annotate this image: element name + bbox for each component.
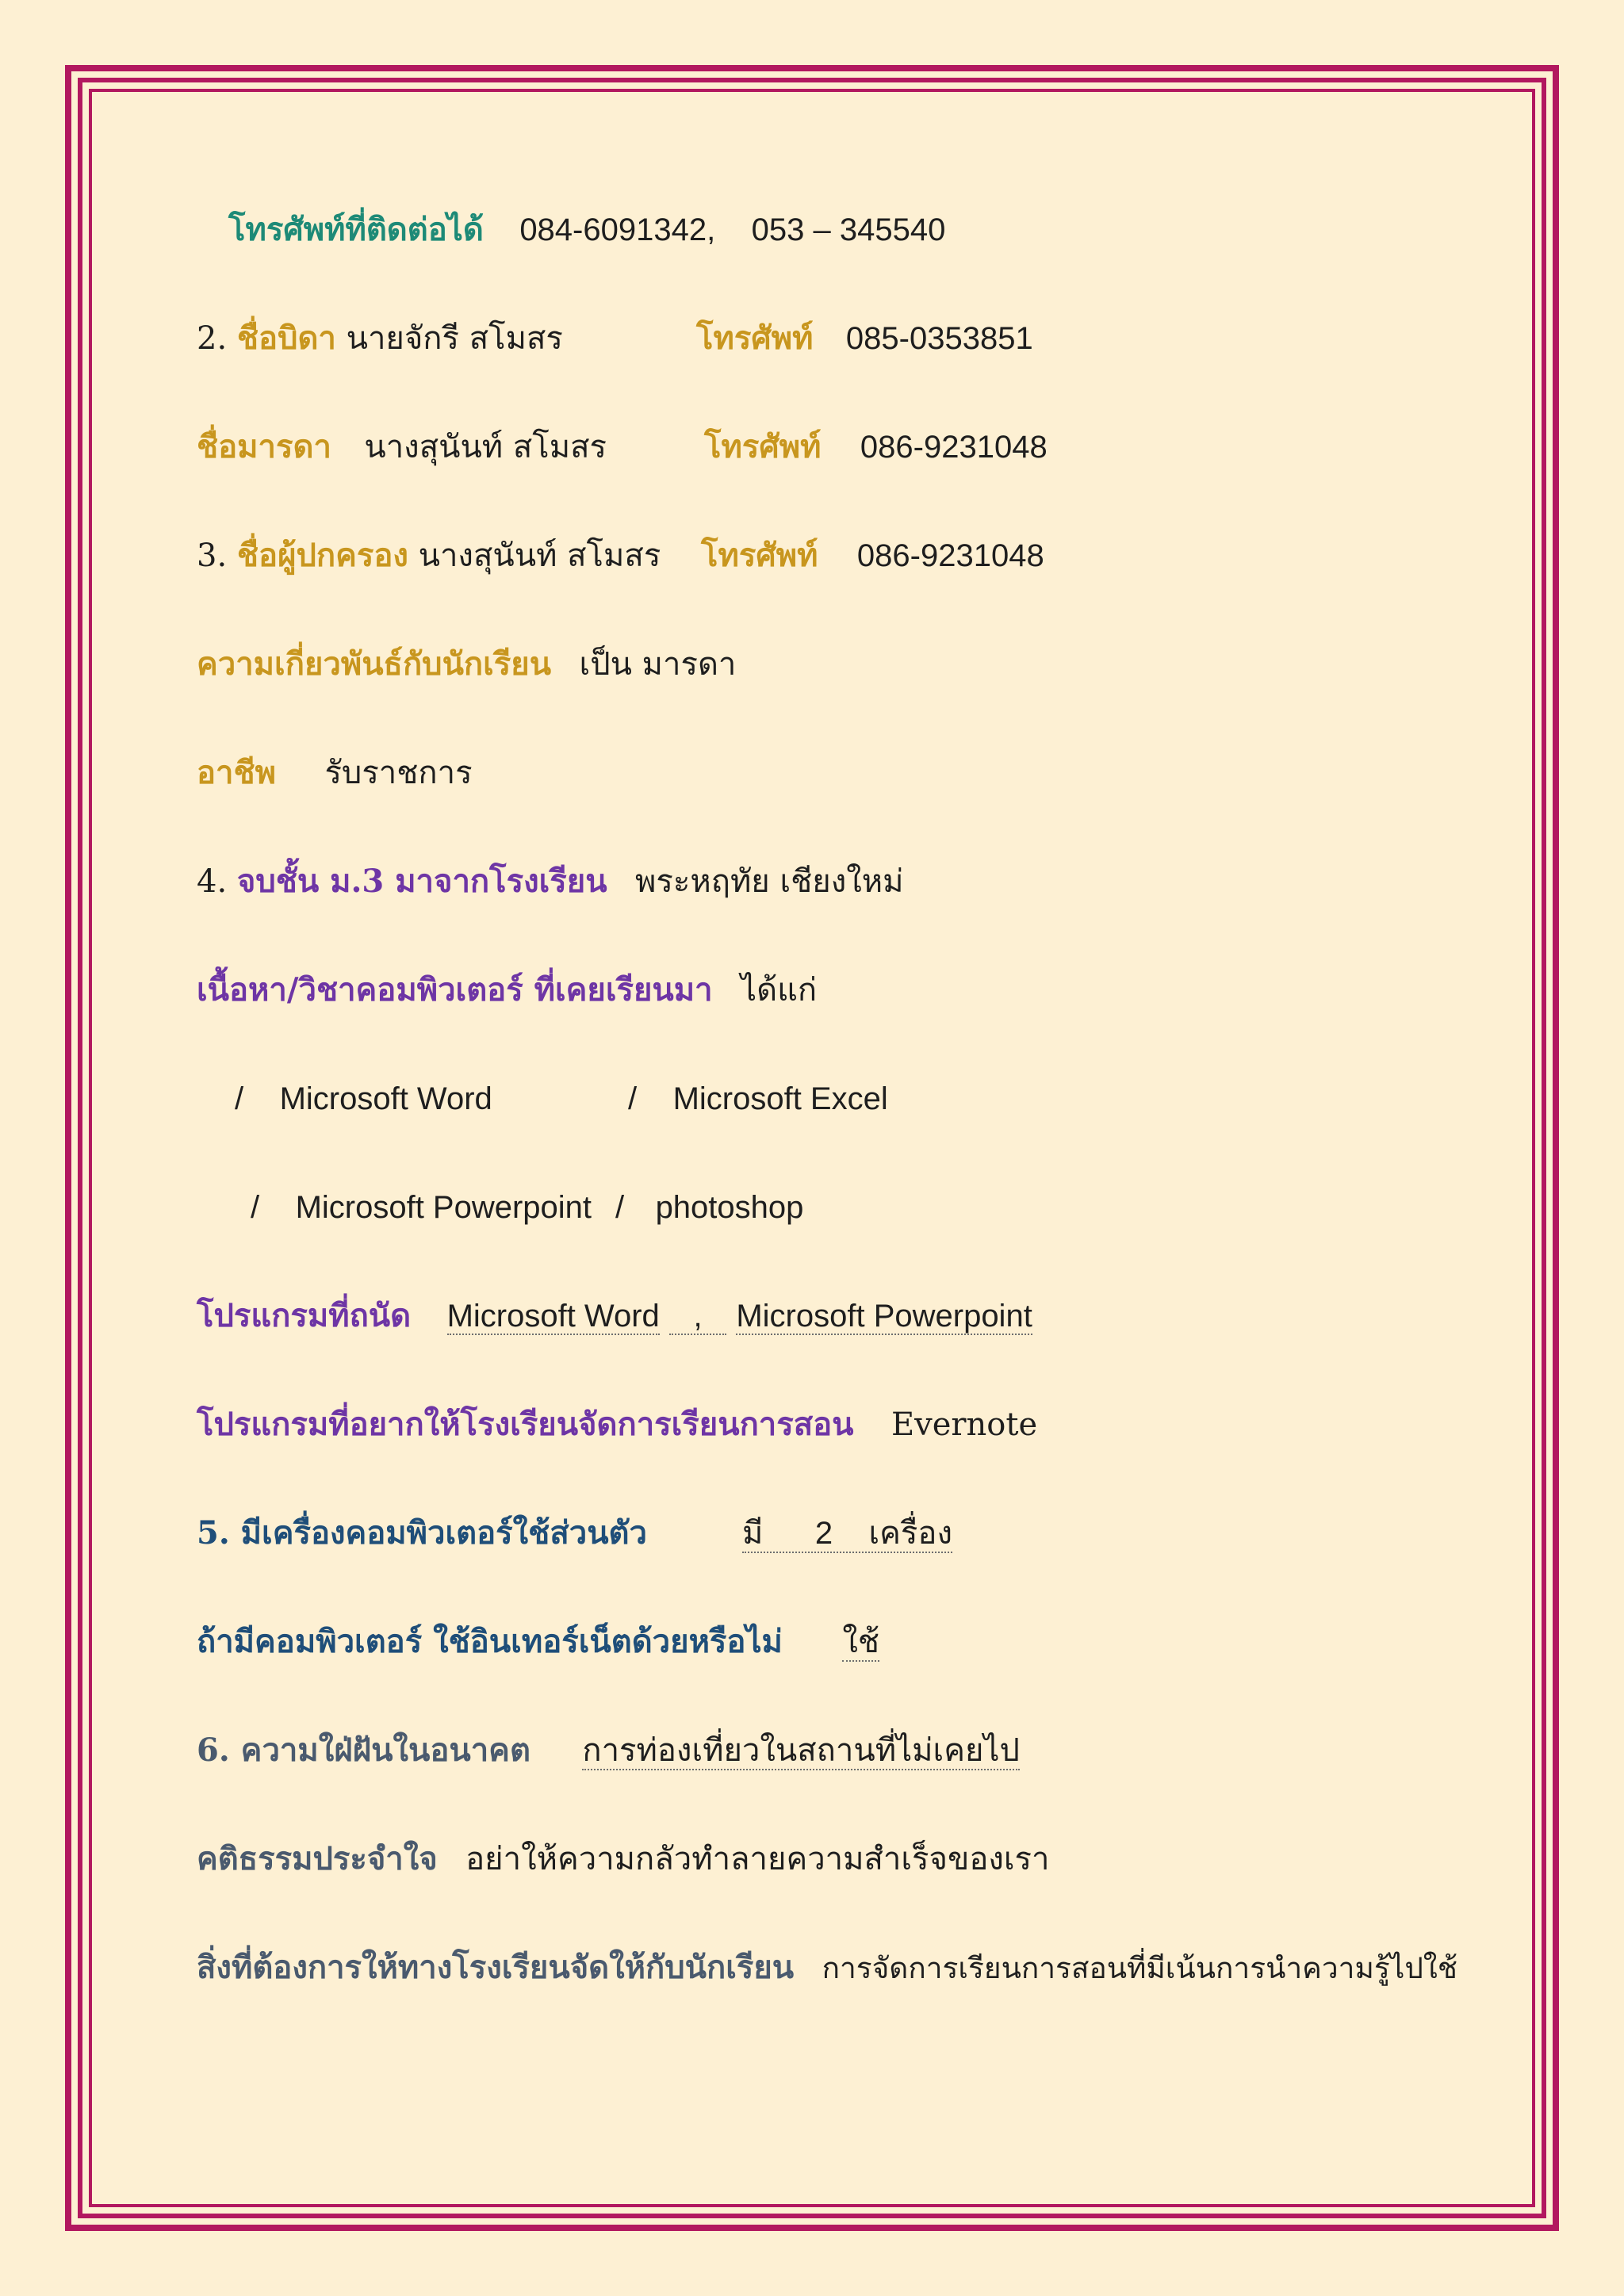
row-school-wish	[197, 1944, 1457, 1992]
page-border-innermost	[89, 89, 1535, 2207]
row-mother	[197, 423, 607, 471]
guardian-phone-label: โทรศัพท์	[701, 537, 818, 574]
favorite-program-2: Microsoft Powerpoint	[736, 1299, 1032, 1334]
row-motto	[197, 1835, 1049, 1883]
row-internet	[197, 1618, 879, 1666]
internet-value: ใช้	[842, 1624, 880, 1660]
row-dream	[197, 1727, 1020, 1774]
favorite-programs-separator: ,	[669, 1299, 726, 1335]
subject-item-excel	[628, 1075, 888, 1123]
subject-name: Microsoft Word	[279, 1081, 492, 1116]
guardian-name: นางสุนันท์ สโมสร	[418, 538, 661, 574]
favorite-programs-label: โปรแกรมที่ถนัด	[197, 1297, 412, 1334]
father-phone-label: โทรศัพท์	[696, 320, 814, 357]
row-computer-subjects	[197, 966, 817, 1014]
father-number: 2.	[197, 320, 228, 357]
mother-label: ชื่อมารดา	[197, 428, 331, 465]
check-mark: /	[628, 1081, 638, 1116]
row-phone-contact	[228, 206, 945, 254]
check-mark: /	[251, 1190, 260, 1225]
page-border-inner	[78, 78, 1546, 2218]
row-relation	[197, 641, 736, 688]
subject-name: photoshop	[655, 1190, 804, 1225]
favorite-program-1: Microsoft Word	[446, 1299, 660, 1334]
own-computer-label: 5. มีเครื่องคอมพิวเตอร์ใช้ส่วนตัว	[197, 1514, 647, 1552]
phone-contact-value-2: 053 – 345540	[751, 212, 946, 247]
guardian-label: ชื่อผู้ปกครอง	[236, 537, 408, 574]
father-phone: 085-0353851	[845, 321, 1033, 356]
motto-label: คติธรรมประจำใจ	[197, 1840, 438, 1877]
row-school	[197, 858, 904, 905]
mother-name: นางสุนันท์ สโมสร	[364, 429, 607, 465]
desired-program-value: Evernote	[891, 1406, 1038, 1443]
subject-name: Microsoft Excel	[672, 1081, 888, 1116]
row-mother-phone	[704, 423, 1048, 471]
own-computer-answer	[742, 1510, 952, 1557]
father-name: นายจักรี สโมสร	[346, 320, 563, 357]
subject-item-powerpoint	[251, 1184, 592, 1231]
row-father	[197, 315, 563, 362]
dream-value: การท่องเที่ยวในสถานที่ไม่เคยไป	[582, 1732, 1020, 1769]
occupation-label: อาชีพ	[197, 754, 276, 791]
row-guardian-phone	[701, 532, 1044, 580]
own-computer-prefix: มี	[742, 1515, 764, 1552]
desired-program-label: โปรแกรมที่อยากให้โรงเรียนจัดการเรียนการสอน	[197, 1406, 854, 1443]
own-computer-count: 2	[814, 1516, 833, 1551]
own-computer-unit: เครื่อง	[868, 1515, 952, 1552]
subject-item-photoshop	[615, 1184, 803, 1231]
school-number: 4.	[197, 863, 228, 900]
row-favorite-programs	[197, 1292, 1032, 1340]
school-value: พระหฤทัย เชียงใหม่	[635, 863, 904, 900]
mother-phone: 086-9231048	[860, 430, 1048, 465]
row-occupation	[197, 749, 473, 797]
school-wish-value: การจัดการเรียนการสอนที่มีเน้นการนำความรู้ไปใช้	[822, 1951, 1457, 1985]
motto-value: อย่าให้ความกลัวทำลายความสำเร็จของเรา	[465, 1841, 1050, 1877]
dream-label: 6. ความใฝ่ฝันในอนาคต	[197, 1732, 530, 1769]
mother-phone-label: โทรศัพท์	[704, 428, 822, 465]
school-label: จบชั้น ม.3 มาจากโรงเรียน	[236, 863, 607, 900]
computer-subjects-value: ได้แก่	[741, 972, 818, 1008]
phone-contact-label: โทรศัพท์ที่ติดต่อได้	[228, 211, 484, 248]
phone-contact-value-1: 084-6091342,	[519, 212, 716, 247]
row-father-phone	[696, 315, 1033, 362]
relation-label: ความเกี่ยวพันธ์กับนักเรียน	[197, 645, 552, 683]
row-own-computer	[197, 1510, 647, 1557]
check-mark: /	[235, 1081, 244, 1116]
guardian-phone: 086-9231048	[856, 538, 1044, 573]
check-mark: /	[615, 1190, 625, 1225]
row-guardian	[197, 532, 661, 580]
row-desired-program	[197, 1401, 1037, 1448]
father-label: ชื่อบิดา	[236, 320, 336, 357]
relation-value: เป็น มารดา	[579, 646, 737, 683]
school-wish-label: สิ่งที่ต้องการให้ทางโรงเรียนจัดให้กับนักเรียน	[197, 1949, 795, 1986]
page-border	[65, 65, 1559, 2231]
occupation-value: รับราชการ	[324, 755, 473, 791]
computer-subjects-label: เนื้อหา/วิชาคอมพิวเตอร์ ที่เคยเรียนมา	[197, 971, 713, 1008]
internet-label: ถ้ามีคอมพิวเตอร์ ใช้อินเทอร์เน็ตด้วยหรือไม่	[197, 1623, 783, 1660]
subject-name: Microsoft Powerpoint	[295, 1190, 592, 1225]
guardian-number: 3.	[197, 538, 228, 574]
subject-item-word	[235, 1075, 492, 1123]
